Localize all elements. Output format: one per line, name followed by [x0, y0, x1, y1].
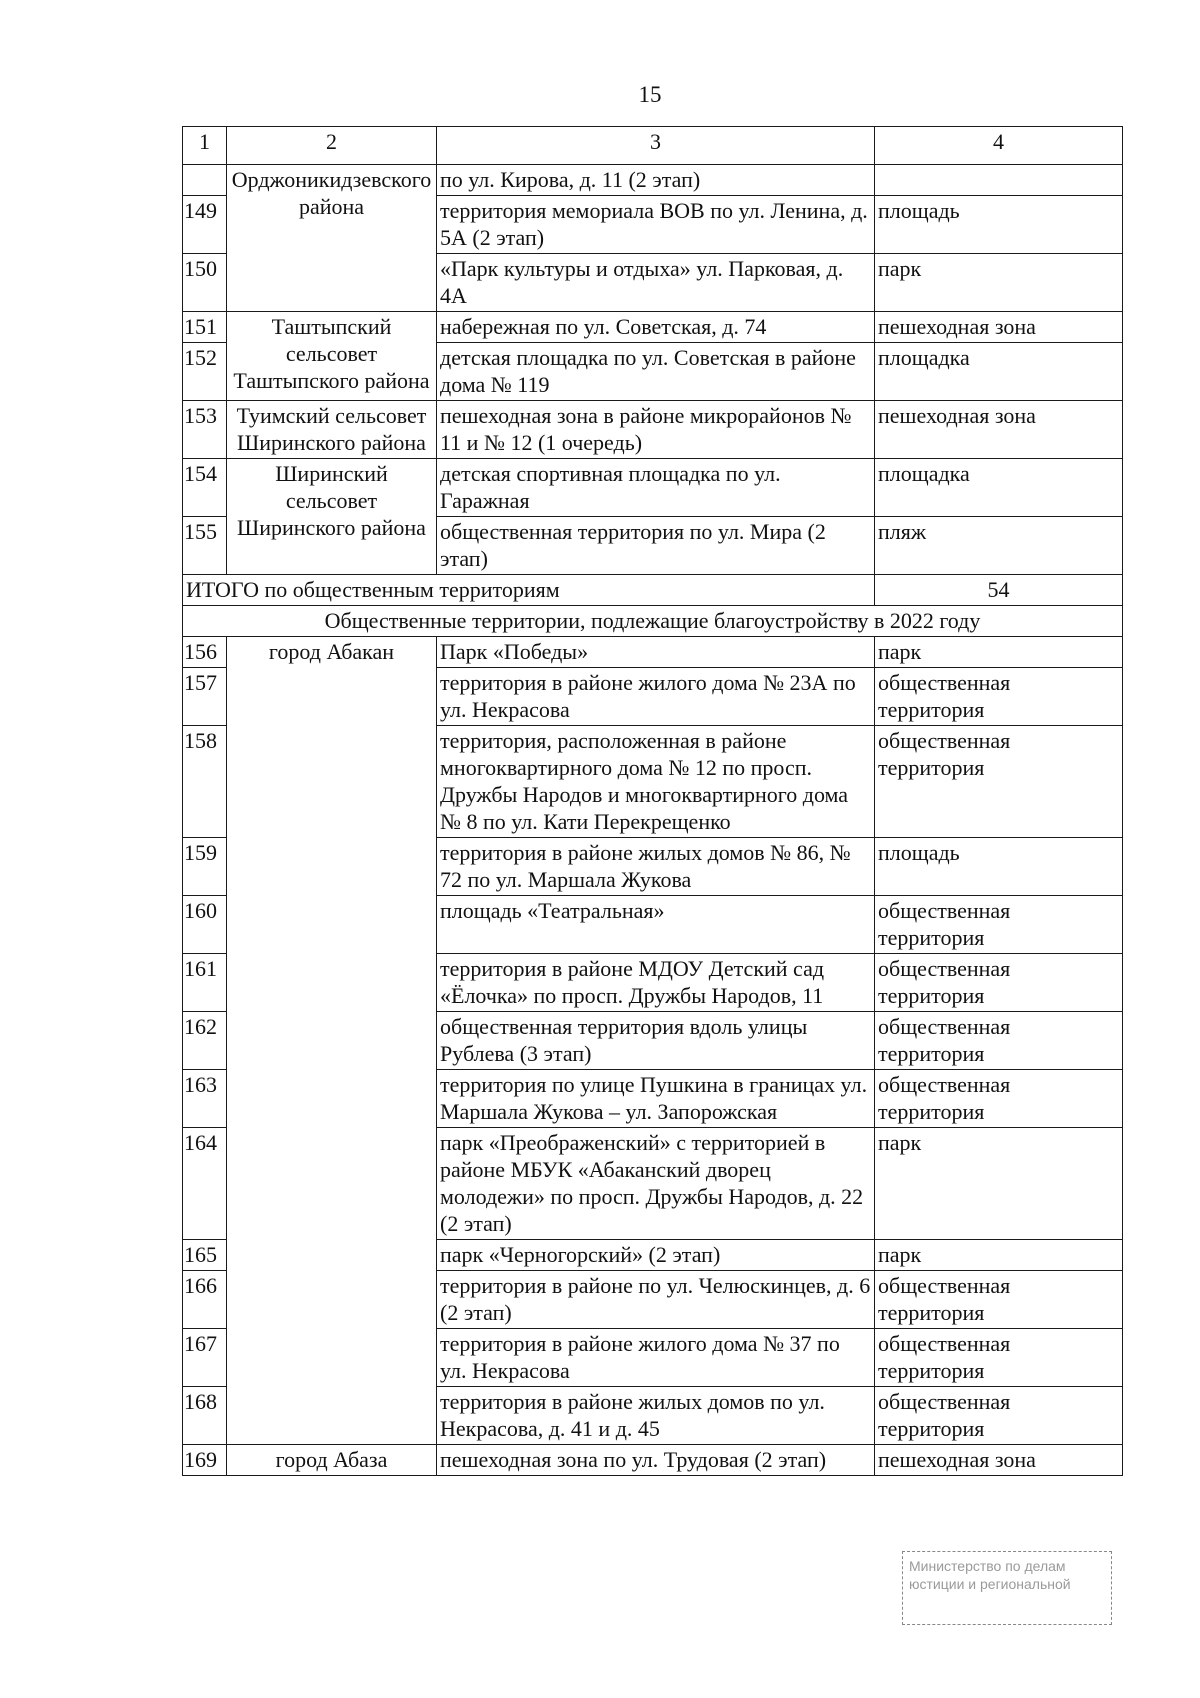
- row-number: 168: [183, 1387, 227, 1445]
- territory-cell: территория в районе жилых домов № 86, № 72 по ул. Маршала Жукова: [437, 838, 875, 896]
- section-header-row: [183, 606, 1123, 637]
- total-row: [183, 575, 1123, 606]
- org-cell: Таштыпский сельсовет Таштыпского района: [227, 312, 437, 401]
- row-number: 167: [183, 1329, 227, 1387]
- type-cell: общественная территория: [875, 668, 1123, 726]
- type-cell: пешеходная зона: [875, 401, 1123, 459]
- row-number: 158: [183, 726, 227, 838]
- territory-cell: детская спортивная площадка по ул. Гаражная: [437, 459, 875, 517]
- type-cell: [875, 165, 1123, 196]
- row-number: 160: [183, 896, 227, 954]
- org-cell: Туимский сельсовет Ширинского района: [227, 401, 437, 459]
- row-number: 157: [183, 668, 227, 726]
- territory-cell: территория в районе по ул. Челюскинцев, д. 6 (2 этап): [437, 1271, 875, 1329]
- table-row: [183, 1445, 1123, 1476]
- org-cell: Ширинский сельсовет Ширинского района: [227, 459, 437, 575]
- type-cell: общественная территория: [875, 1070, 1123, 1128]
- row-number: 151: [183, 312, 227, 343]
- type-cell: общественная территория: [875, 1271, 1123, 1329]
- row-number: 162: [183, 1012, 227, 1070]
- table-row: [183, 165, 1123, 196]
- total-value: 54: [875, 575, 1123, 606]
- type-cell: общественная территория: [875, 954, 1123, 1012]
- type-cell: пляж: [875, 517, 1123, 575]
- type-cell: парк: [875, 1240, 1123, 1271]
- territory-cell: парк «Преображенский» с территорией в районе МБУК «Абаканский дворец молодежи» по просп. Дружбы Народов, д. 22 (2 этап): [437, 1128, 875, 1240]
- territory-cell: территория, расположенная в районе многоквартирного дома № 12 по просп. Дружбы Народов и многоквартирного дома № 8 по ул. Кати Перекрещенко: [437, 726, 875, 838]
- territory-cell: пешеходная зона по ул. Трудовая (2 этап): [437, 1445, 875, 1476]
- table-row: [183, 637, 1123, 668]
- row-number: 155: [183, 517, 227, 575]
- stamp-line: Министерство по делам: [909, 1558, 1066, 1574]
- row-number: 159: [183, 838, 227, 896]
- stamp-line: юстиции и региональной: [909, 1576, 1071, 1592]
- territory-cell: территория в районе жилых домов по ул. Некрасова, д. 41 и д. 45: [437, 1387, 875, 1445]
- territory-cell: набережная по ул. Советская, д. 74: [437, 312, 875, 343]
- row-number: 165: [183, 1240, 227, 1271]
- row-number: 161: [183, 954, 227, 1012]
- type-cell: площадка: [875, 459, 1123, 517]
- territory-cell: территория мемориала ВОВ по ул. Ленина, д. 5А (2 этап): [437, 196, 875, 254]
- table-row: [183, 401, 1123, 459]
- table-row: [183, 459, 1123, 517]
- territory-cell: общественная территория по ул. Мира (2 этап): [437, 517, 875, 575]
- row-number: 169: [183, 1445, 227, 1476]
- row-number: 150: [183, 254, 227, 312]
- header-col-3: 3: [437, 127, 875, 165]
- territory-cell: парк «Черногорский» (2 этап): [437, 1240, 875, 1271]
- territory-cell: территория в районе жилого дома № 37 по ул. Некрасова: [437, 1329, 875, 1387]
- territory-cell: Парк «Победы»: [437, 637, 875, 668]
- org-cell: город Абакан: [227, 637, 437, 1445]
- territory-cell: пешеходная зона в районе микрорайонов № 11 и № 12 (1 очередь): [437, 401, 875, 459]
- header-col-4: 4: [875, 127, 1123, 165]
- territory-cell: территория по улице Пушкина в границах ул. Маршала Жукова – ул. Запорожская: [437, 1070, 875, 1128]
- header-col-2: 2: [227, 127, 437, 165]
- row-number: 154: [183, 459, 227, 517]
- type-cell: общественная территория: [875, 726, 1123, 838]
- territory-cell: территория в районе жилого дома № 23А по ул. Некрасова: [437, 668, 875, 726]
- territory-cell: «Парк культуры и отдыха» ул. Парковая, д. 4А: [437, 254, 875, 312]
- type-cell: парк: [875, 637, 1123, 668]
- org-cell: Орджоникидзевского района: [227, 165, 437, 312]
- type-cell: парк: [875, 1128, 1123, 1240]
- row-number: 156: [183, 637, 227, 668]
- total-label: ИТОГО по общественным территориям: [183, 575, 875, 606]
- registration-stamp: [902, 1551, 1112, 1625]
- table-header-row: [183, 127, 1123, 165]
- section-title: Общественные территории, подлежащие благоустройству в 2022 году: [183, 606, 1123, 637]
- type-cell: общественная территория: [875, 1012, 1123, 1070]
- row-number: 164: [183, 1128, 227, 1240]
- row-number: [183, 165, 227, 196]
- type-cell: площадь: [875, 196, 1123, 254]
- row-number: 152: [183, 343, 227, 401]
- territory-cell: территория в районе МДОУ Детский сад «Ёлочка» по просп. Дружбы Народов, 11: [437, 954, 875, 1012]
- territory-cell: площадь «Театральная»: [437, 896, 875, 954]
- type-cell: парк: [875, 254, 1123, 312]
- territories-table: [182, 126, 1123, 1476]
- type-cell: площадь: [875, 838, 1123, 896]
- territory-cell: детская площадка по ул. Советская в районе дома № 119: [437, 343, 875, 401]
- type-cell: общественная территория: [875, 1329, 1123, 1387]
- territory-cell: общественная территория вдоль улицы Рублева (3 этап): [437, 1012, 875, 1070]
- row-number: 163: [183, 1070, 227, 1128]
- type-cell: площадка: [875, 343, 1123, 401]
- type-cell: общественная территория: [875, 1387, 1123, 1445]
- table-row: [183, 312, 1123, 343]
- header-col-1: 1: [183, 127, 227, 165]
- row-number: 153: [183, 401, 227, 459]
- row-number: 166: [183, 1271, 227, 1329]
- row-number: 149: [183, 196, 227, 254]
- type-cell: пешеходная зона: [875, 312, 1123, 343]
- territory-cell: по ул. Кирова, д. 11 (2 этап): [437, 165, 875, 196]
- type-cell: общественная территория: [875, 896, 1123, 954]
- org-cell: город Абаза: [227, 1445, 437, 1476]
- type-cell: пешеходная зона: [875, 1445, 1123, 1476]
- page-number: 15: [638, 82, 662, 107]
